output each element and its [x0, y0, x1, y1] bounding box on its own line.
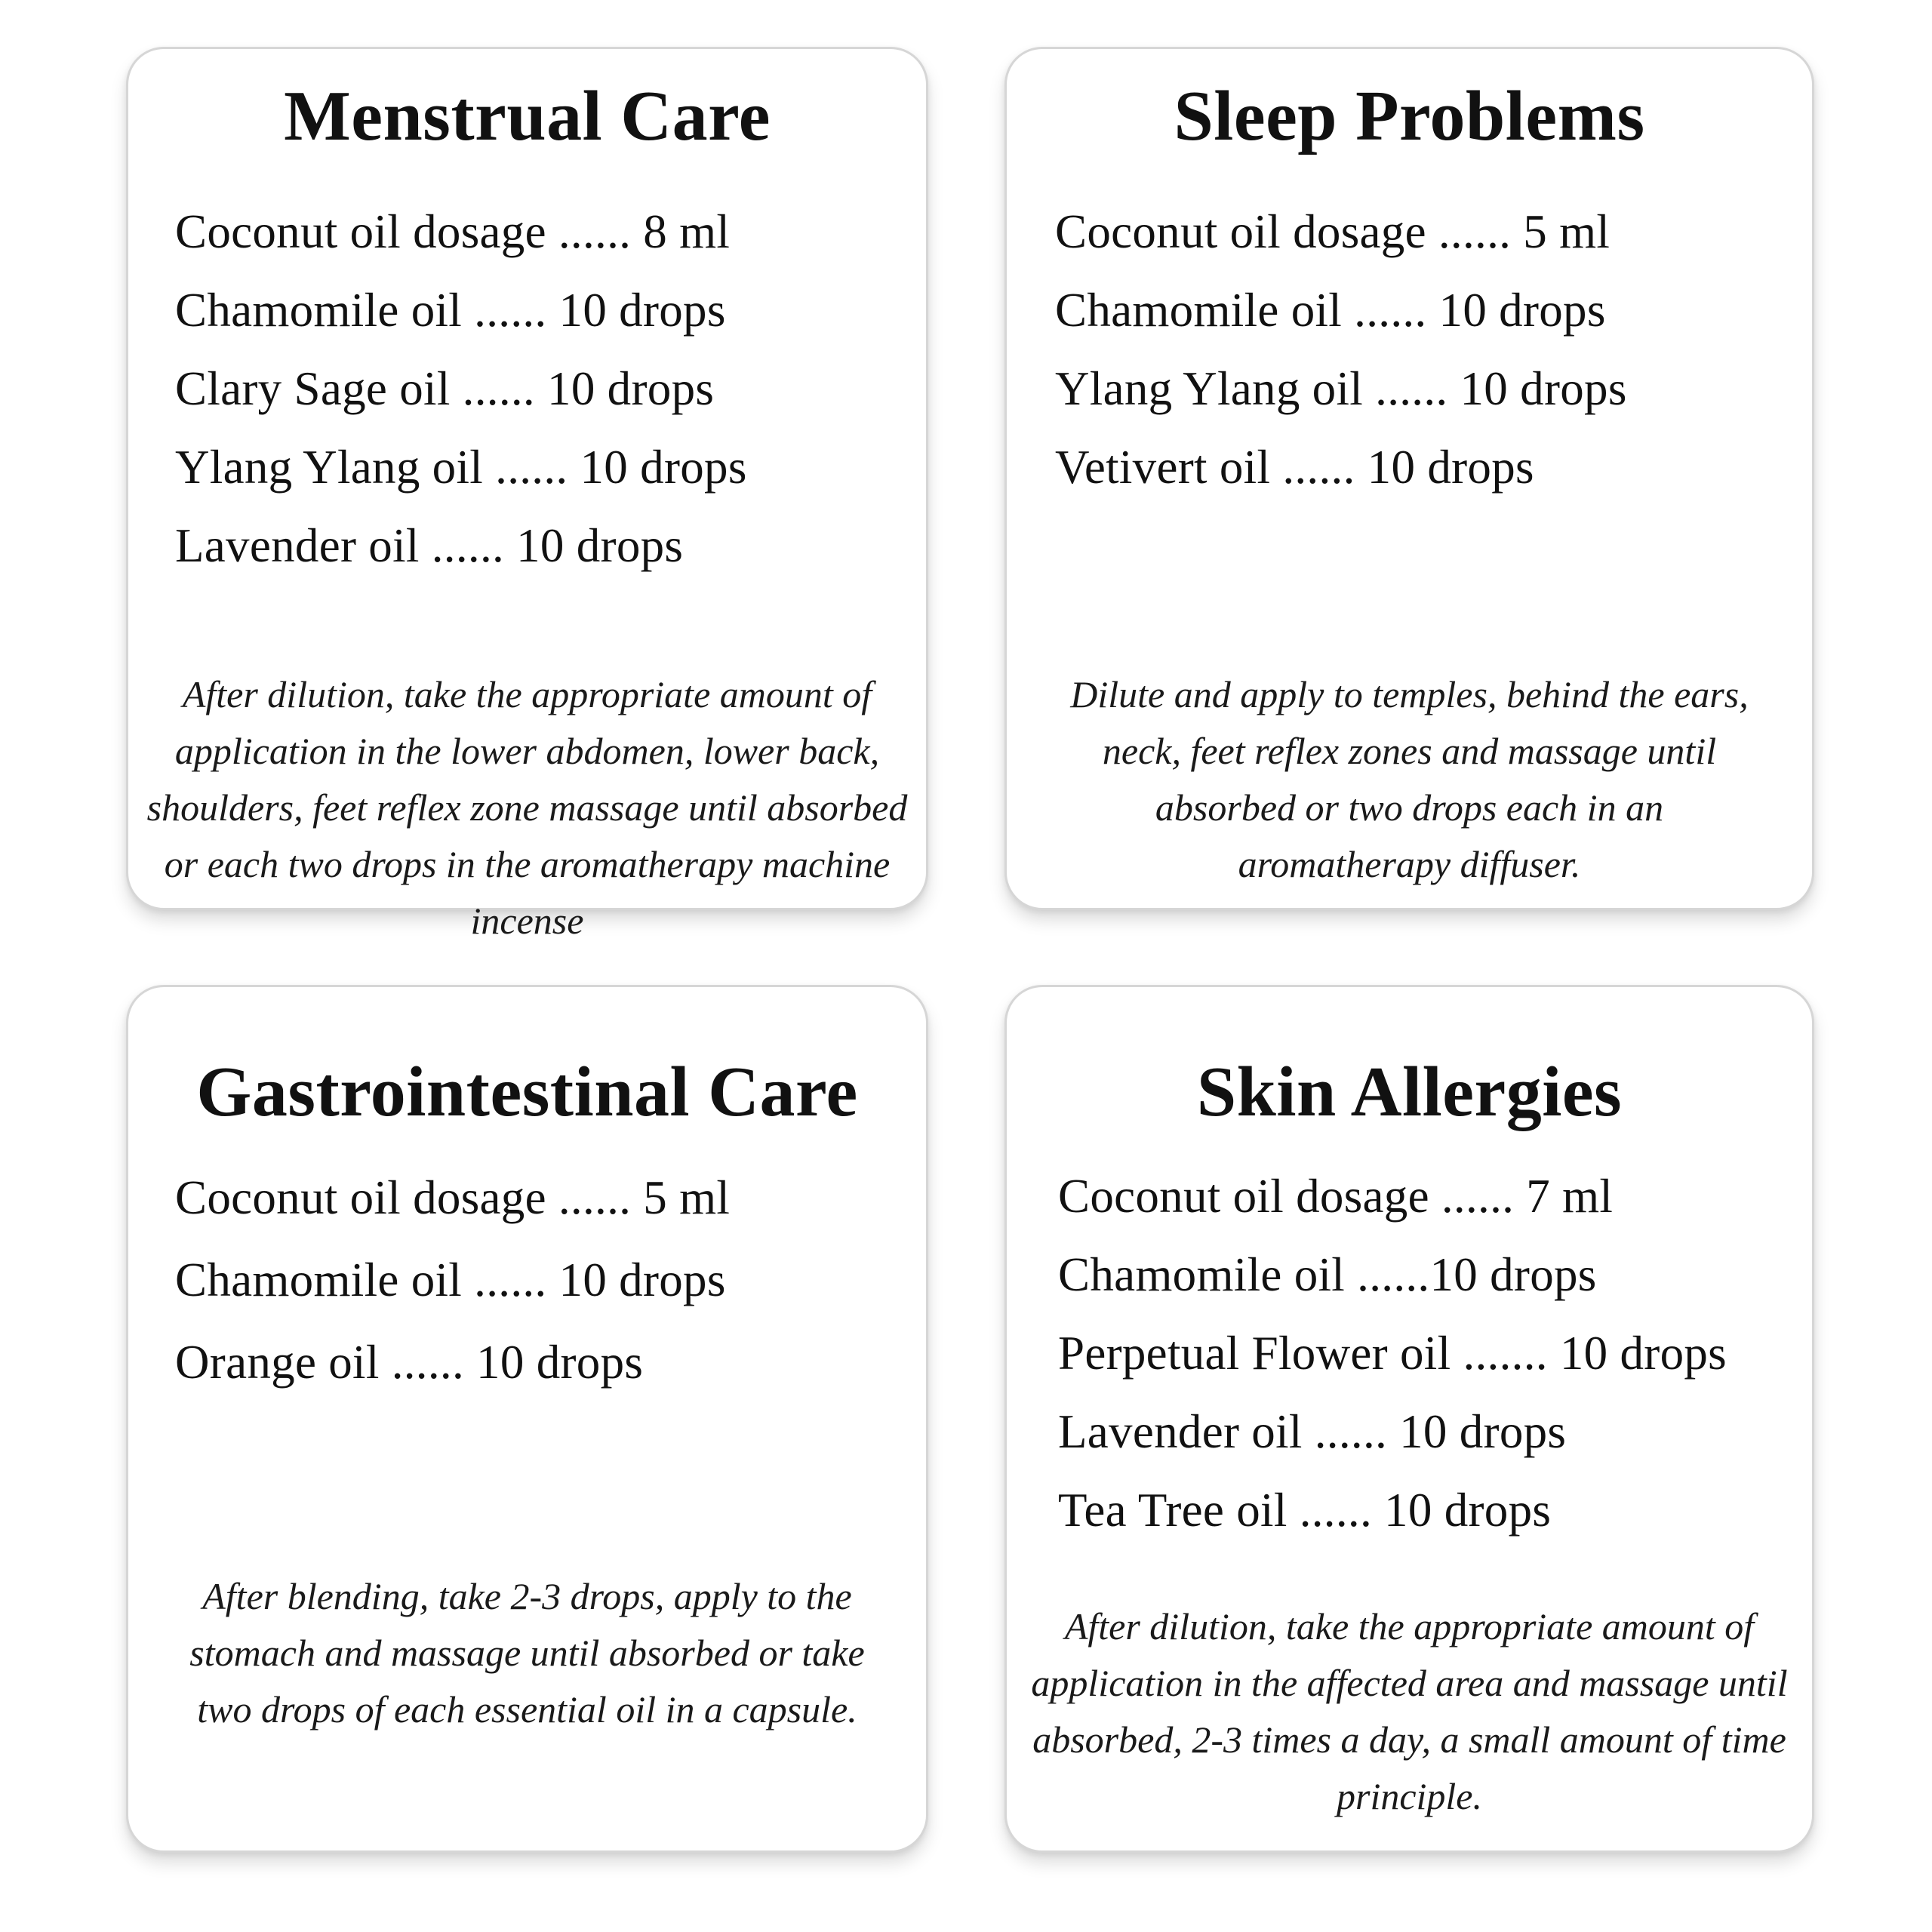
ingredient-item: Coconut oil dosage ...... 5 ml: [175, 1171, 731, 1224]
ingredient-list: [175, 192, 747, 585]
ingredient-item: Vetivert oil ...... 10 drops: [1055, 441, 1534, 494]
recipe-card-skin-allergies: [1004, 985, 1814, 1853]
usage-instructions: Dilute and apply to temples, behind the ears, neck, feet reflex zones and massage until absorbed or two drops each in an aromatherapy diffuser.: [1070, 673, 1749, 885]
ingredient-item: Ylang Ylang oil ...... 10 drops: [1055, 362, 1627, 415]
ingredient-item: Coconut oil dosage ...... 7 ml: [1058, 1170, 1614, 1223]
recipe-card-gastrointestinal-care: [126, 985, 928, 1853]
usage-instructions: After dilution, take the appropriate amount of application in the lower abdomen, lower back, shoulders, feet reflex zone massage until absorbed or each two drops in the aromatherapy machine incense: [146, 673, 908, 942]
ingredient-item: Chamomile oil ......10 drops: [1058, 1248, 1597, 1301]
card-title: Menstrual Care: [284, 77, 771, 155]
recipe-card-sleep-problems: [1004, 47, 1814, 910]
ingredient-item: Perpetual Flower oil ....... 10 drops: [1058, 1327, 1727, 1380]
recipe-card-menstrual-care: [126, 47, 928, 942]
ingredient-item: Chamomile oil ...... 10 drops: [175, 1254, 726, 1306]
card-title: Skin Allergies: [1196, 1053, 1623, 1131]
ingredient-item: Chamomile oil ...... 10 drops: [175, 284, 726, 337]
ingredient-item: Lavender oil ...... 10 drops: [175, 519, 684, 572]
usage-instructions: After dilution, take the appropriate amount of application in the affected area and massage until absorbed, 2-3 times a day, a small amount of time principle.: [1031, 1605, 1788, 1817]
card-title: Sleep Problems: [1174, 77, 1645, 155]
ingredient-item: Coconut oil dosage ...... 8 ml: [175, 205, 731, 258]
usage-instructions: After blending, take 2-3 drops, apply to the stomach and massage until absorbed or take two drops of each essential oil in a capsule.: [189, 1575, 865, 1730]
ingredient-item: Ylang Ylang oil ...... 10 drops: [175, 441, 747, 494]
ingredient-item: Orange oil ...... 10 drops: [175, 1336, 644, 1389]
ingredient-item: Coconut oil dosage ...... 5 ml: [1055, 205, 1611, 258]
ingredient-list: [175, 1157, 730, 1404]
ingredient-item: Clary Sage oil ...... 10 drops: [175, 362, 715, 415]
ingredient-list: [1058, 1157, 1727, 1549]
ingredient-list: [1055, 192, 1627, 506]
ingredient-item: Chamomile oil ...... 10 drops: [1055, 284, 1606, 337]
card-title: Gastrointestinal Care: [196, 1053, 858, 1131]
ingredient-item: Lavender oil ...... 10 drops: [1058, 1405, 1567, 1458]
ingredient-item: Tea Tree oil ...... 10 drops: [1058, 1484, 1552, 1537]
